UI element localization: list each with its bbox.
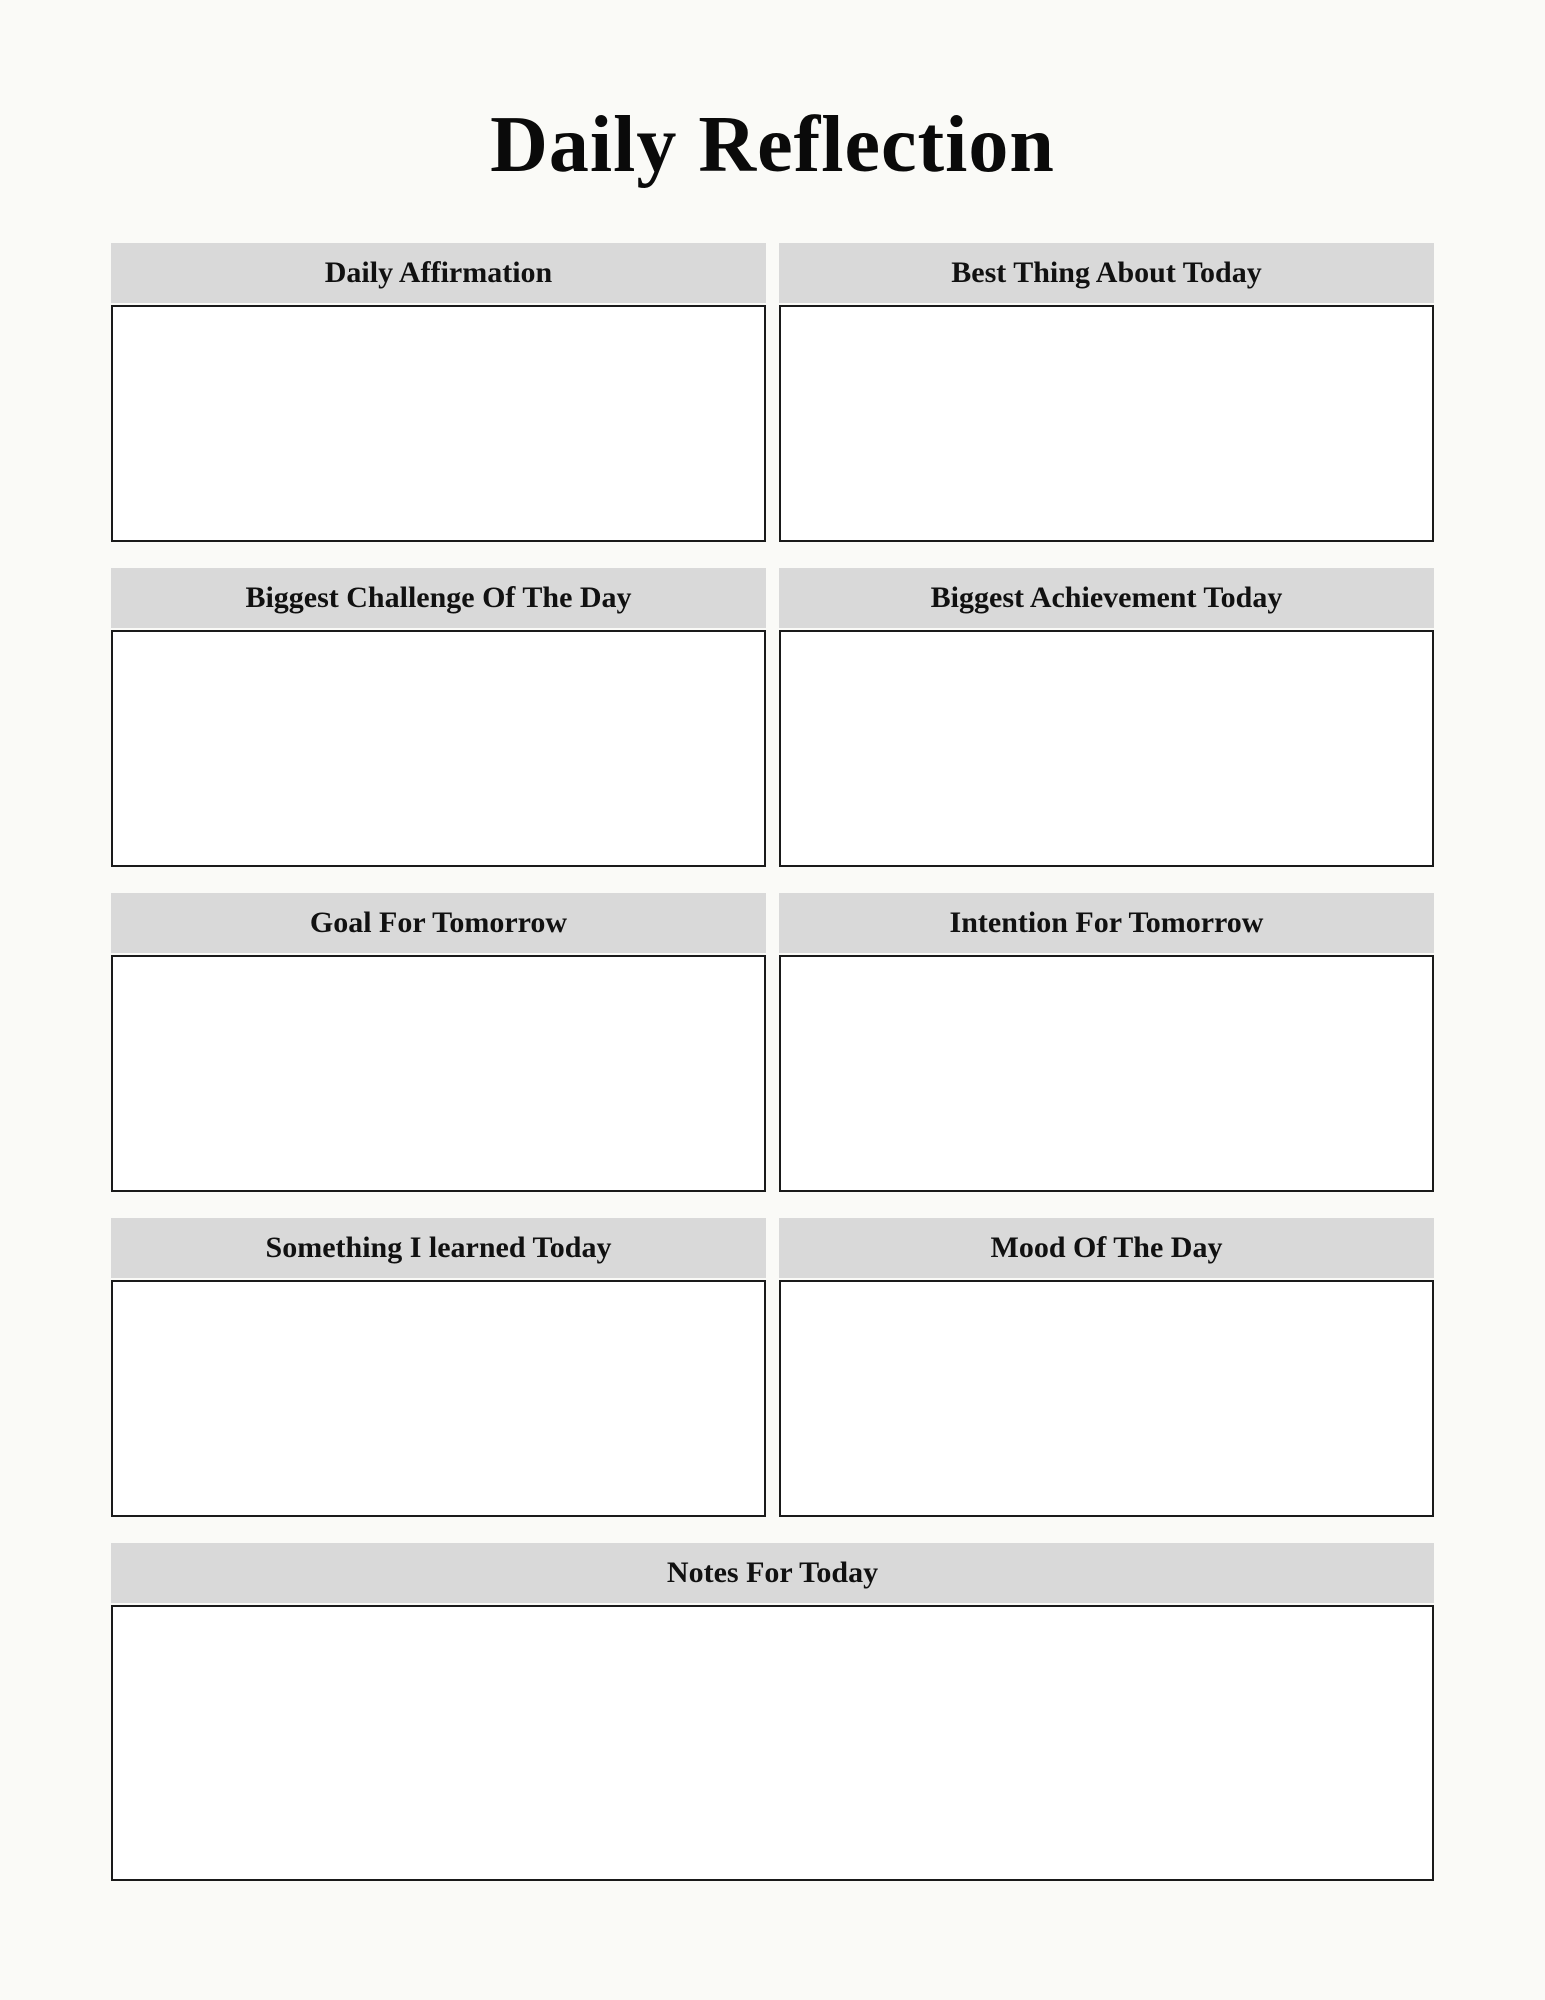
section-header-notes-for-today (111, 1543, 1434, 1603)
section-header-mood-of-the-day (779, 1218, 1434, 1278)
section-header-goal-for-tomorrow (111, 893, 766, 953)
writing-area-biggest-achievement-today[interactable] (779, 630, 1434, 867)
writing-area-intention-for-tomorrow[interactable] (779, 955, 1434, 1192)
section-label: Mood Of The Day (990, 1231, 1223, 1264)
section-label: Something I learned Today (265, 1231, 612, 1264)
section-intention-for-tomorrow (779, 893, 1434, 1192)
section-goal-for-tomorrow (111, 893, 766, 1192)
page-title: Daily Reflection (490, 101, 1055, 189)
section-header-biggest-achievement-today (779, 568, 1434, 628)
writing-area-mood-of-the-day[interactable] (779, 1280, 1434, 1517)
section-label: Best Thing About Today (951, 256, 1262, 289)
section-biggest-achievement-today (779, 568, 1434, 867)
section-label: Goal For Tomorrow (309, 906, 568, 939)
writing-area-biggest-challenge-of-the-day[interactable] (111, 630, 766, 867)
section-notes-for-today (111, 1543, 1434, 1881)
section-label: Daily Affirmation (324, 256, 553, 289)
section-header-something-i-learned-today (111, 1218, 766, 1278)
writing-area-notes-for-today[interactable] (111, 1605, 1434, 1881)
section-daily-affirmation (111, 243, 766, 542)
section-header-intention-for-tomorrow (779, 893, 1434, 953)
section-label: Notes For Today (666, 1556, 879, 1589)
section-label: Intention For Tomorrow (949, 906, 1264, 939)
section-header-best-thing-about-today (779, 243, 1434, 303)
sections-grid (111, 243, 1434, 1881)
section-header-daily-affirmation (111, 243, 766, 303)
section-header-biggest-challenge-of-the-day (111, 568, 766, 628)
writing-area-something-i-learned-today[interactable] (111, 1280, 766, 1517)
section-something-i-learned-today (111, 1218, 766, 1517)
writing-area-best-thing-about-today[interactable] (779, 305, 1434, 542)
section-biggest-challenge-of-the-day (111, 568, 766, 867)
section-mood-of-the-day (779, 1218, 1434, 1517)
section-best-thing-about-today (779, 243, 1434, 542)
writing-area-daily-affirmation[interactable] (111, 305, 766, 542)
writing-area-goal-for-tomorrow[interactable] (111, 955, 766, 1192)
section-label: Biggest Challenge Of The Day (245, 581, 632, 614)
section-label: Biggest Achievement Today (930, 581, 1283, 614)
